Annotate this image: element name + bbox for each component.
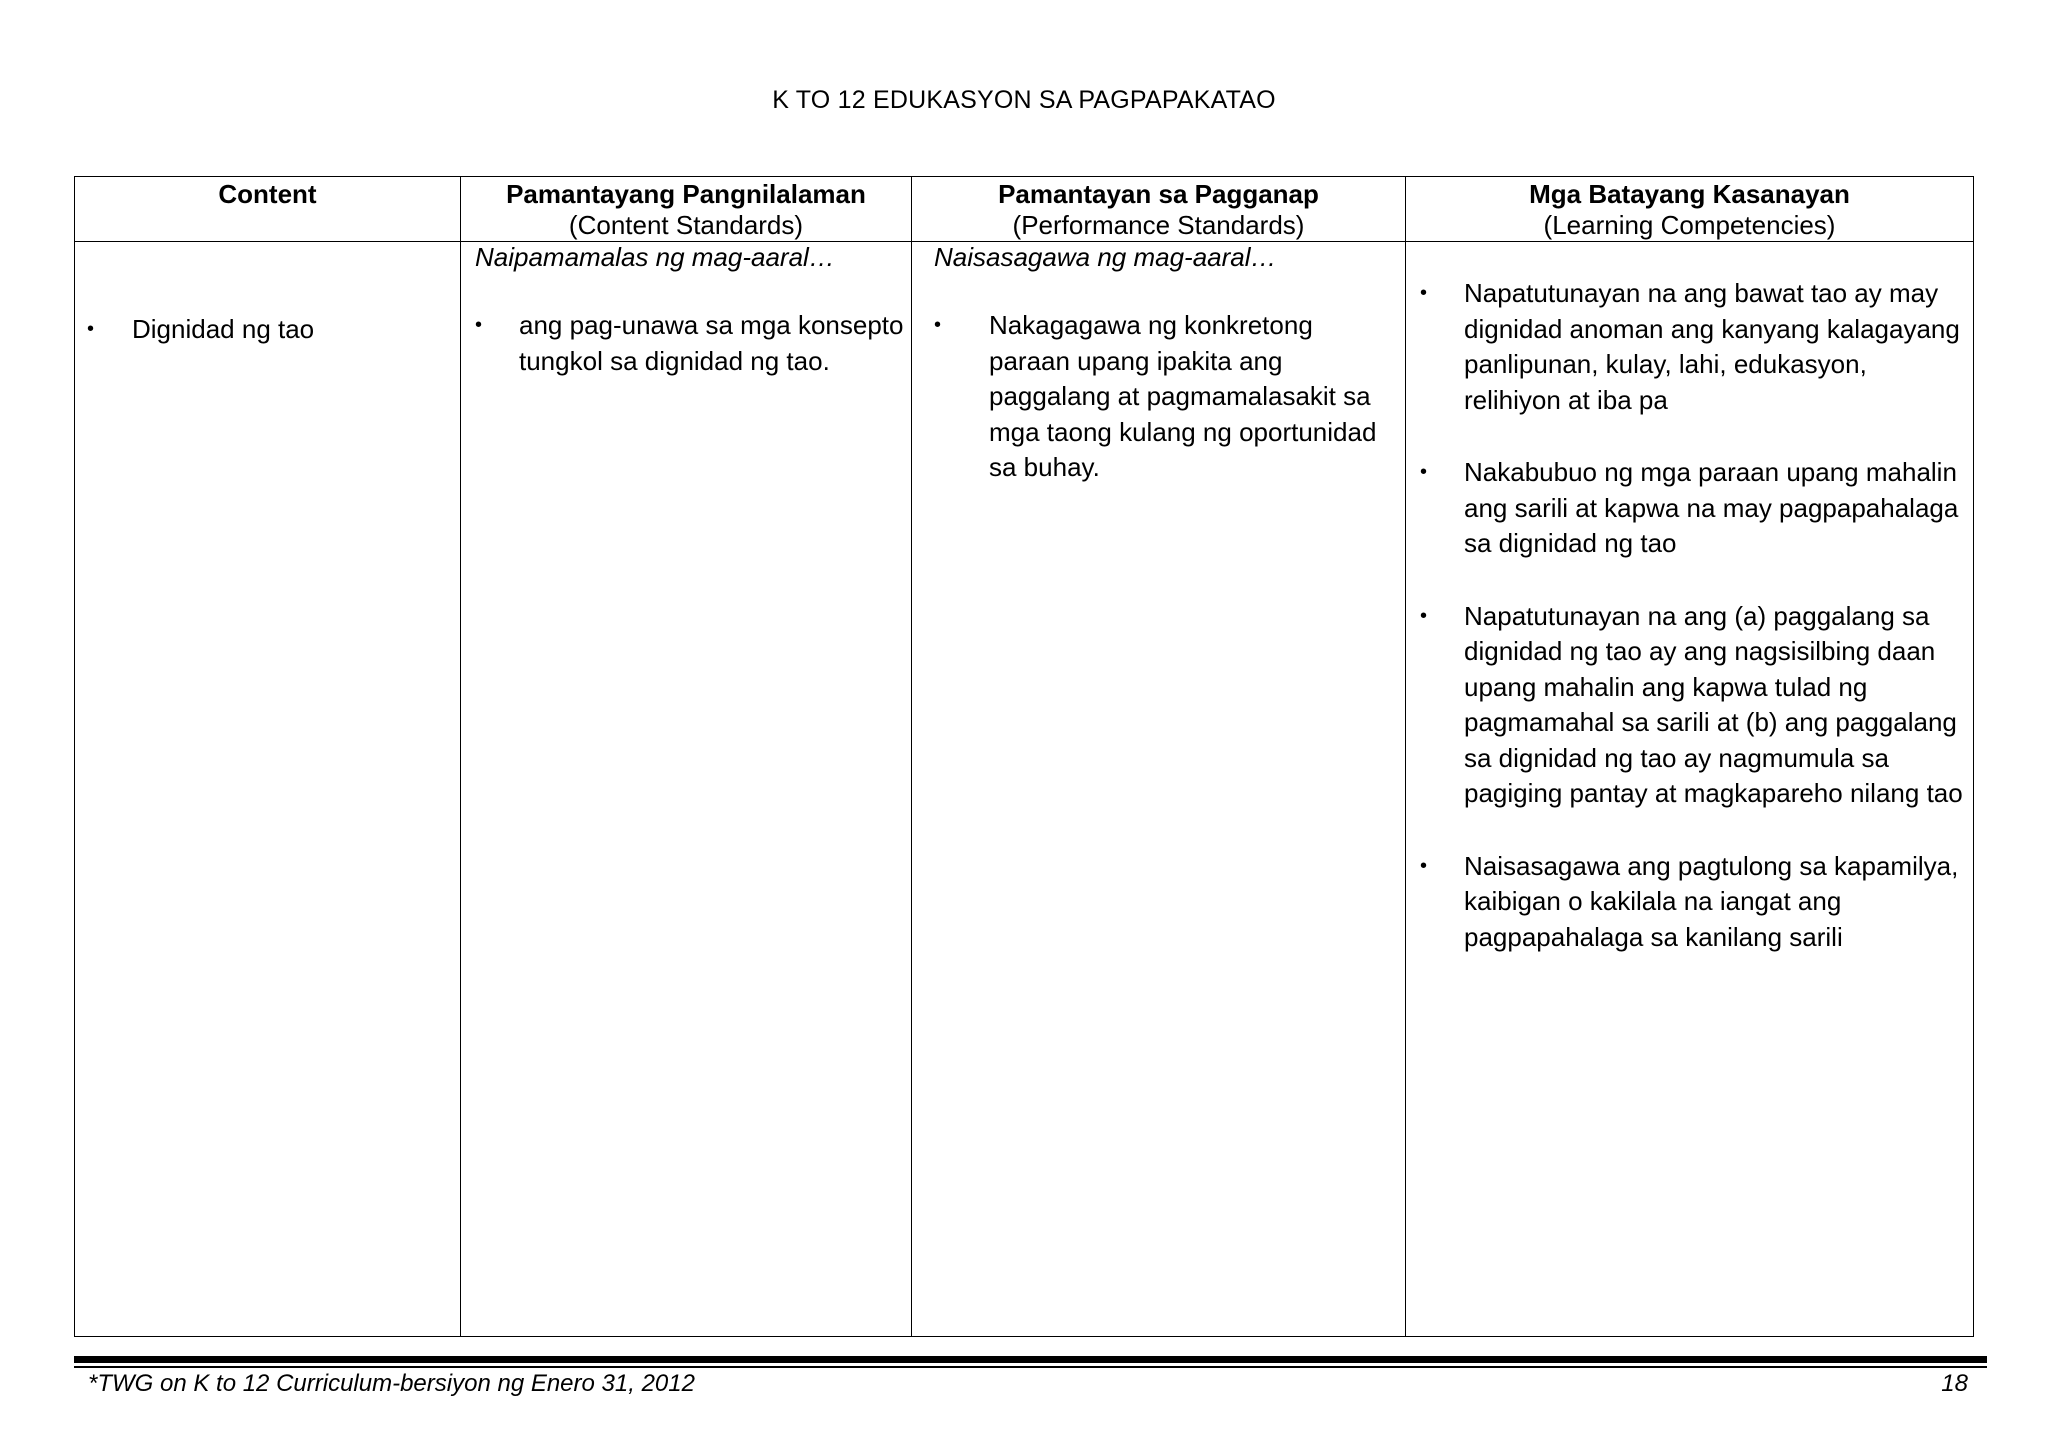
footer-divider-thick [74, 1356, 1987, 1363]
bullet-icon: • [475, 314, 483, 336]
bullet-icon: • [1420, 604, 1428, 627]
content-cell [75, 242, 461, 1337]
competency-item-text: Napatutunayan na ang bawat tao ay may dignidad anoman ang kanyang kalagayang panlipunan, kulay, lahi, edukasyon, relihiyon at iba pa [1464, 278, 1960, 415]
list-item [1420, 276, 1963, 418]
performance-standards-cell [912, 242, 1406, 1337]
content-item-text: Dignidad ng tao [132, 314, 315, 344]
competency-item-text: Naisasagawa ang pagtulong sa kapamilya, kaibigan o kakilala na iangat ang pagpapahalaga sa kanilang sarili [1464, 850, 1959, 952]
footer-note: *TWG on K to 12 Curriculum-bersiyon ng Enero 31, 2012 [88, 1370, 695, 1397]
header-content-standards [461, 177, 912, 242]
list-item [934, 308, 1405, 486]
document-title: K TO 12 EDUKASYON SA PAGPAPAKATAO [772, 86, 1276, 114]
header-content-standards-label: Pamantayang Pangnilalaman [506, 179, 866, 209]
learning-competencies-list [1420, 276, 1963, 955]
content-standards-cell [461, 242, 912, 1337]
page-number: 18 [1941, 1370, 1968, 1397]
learning-competencies-cell [1406, 242, 1974, 1337]
bullet-icon: • [1420, 282, 1428, 304]
body-row [75, 242, 1974, 1337]
competency-item-text: Nakabubuo ng mga paraan upang mahalin ang sarili at kapwa na may pagpapahalaga sa dignidad ng tao [1464, 457, 1959, 558]
header-content-label: Content [218, 179, 317, 209]
header-performance-standards-sublabel: (Performance Standards) [1012, 210, 1305, 240]
list-item [1420, 455, 1963, 562]
bullet-icon: • [1420, 461, 1428, 483]
header-content-standards-sublabel: (Content Standards) [568, 210, 804, 240]
bullet-icon: • [934, 314, 942, 336]
content-standards-list [475, 308, 911, 379]
list-item [1420, 599, 1963, 812]
list-item [475, 308, 911, 379]
performance-standards-list [934, 308, 1405, 486]
performance-standards-item-text: Nakagagawa ng konkretong paraan upang ipakita ang paggalang at pagmamalasakit sa mga taong kulang ng oportunidad sa buhay. [989, 310, 1377, 482]
competency-item-text: Napatutunayan na ang (a) paggalang sa dignidad ng tao ay ang nagsisilbing daan upang mahalin ang kapwa tulad ng pagmamahal sa sarili at (b) ang paggalang sa dignidad ng tao ay nagmumula sa pagiging pantay at magkapareho nilang tao [1464, 600, 1963, 808]
header-learning-competencies-sublabel: (Learning Competencies) [1543, 210, 1836, 240]
content-standards-intro: Naipamamalas ng mag-aaral… [475, 242, 835, 272]
list-item [1420, 849, 1963, 956]
header-row [75, 177, 1974, 242]
header-learning-competencies-label: Mga Batayang Kasanayan [1529, 179, 1850, 209]
content-standards-item-text: ang pag-unawa sa mga konsepto tungkol sa dignidad ng tao. [519, 310, 904, 376]
header-learning-competencies [1406, 177, 1974, 242]
bullet-icon: • [1420, 854, 1428, 877]
footer-divider-thin [74, 1366, 1987, 1368]
list-item [75, 312, 460, 348]
header-content [75, 177, 461, 242]
header-performance-standards-label: Pamantayan sa Pagganap [998, 179, 1319, 209]
curriculum-table [74, 176, 1974, 1337]
bullet-icon: • [87, 318, 95, 340]
performance-standards-intro: Naisasagawa ng mag-aaral… [934, 242, 1277, 272]
header-performance-standards [912, 177, 1406, 242]
content-list [75, 312, 460, 348]
